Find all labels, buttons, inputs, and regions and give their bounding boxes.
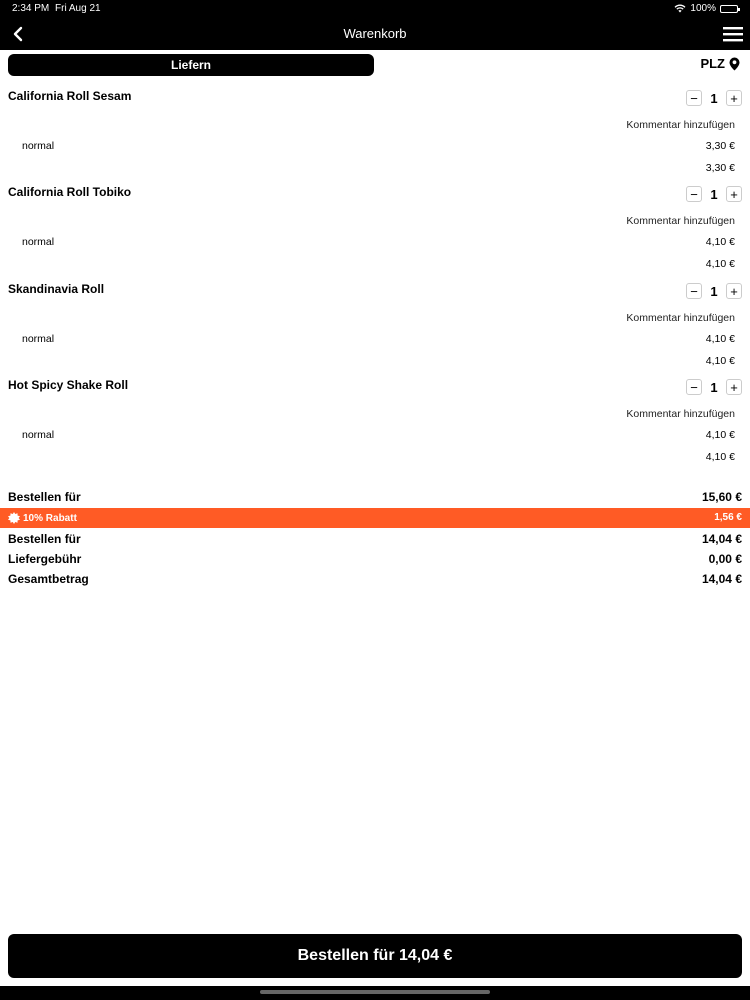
- item-total: 3,30 €: [705, 162, 735, 174]
- status-bar: [0, 0, 750, 18]
- delivery-fee-label: Liefergebühr: [8, 552, 82, 566]
- status-date: Fri Aug 21: [55, 3, 101, 14]
- total-value: 14,04 €: [701, 572, 742, 586]
- item-option-price: 3,30 €: [705, 140, 735, 152]
- item-option: normal: [22, 429, 55, 441]
- item-quantity: 1: [710, 379, 718, 395]
- item-option-price: 4,10 €: [705, 429, 735, 441]
- discount-value: 1,56 €: [714, 512, 742, 523]
- increase-button[interactable]: +: [726, 186, 742, 202]
- quantity-stepper: [686, 283, 742, 299]
- subtotal-value: 15,60 €: [701, 490, 742, 504]
- item-quantity: 1: [710, 90, 718, 106]
- item-quantity: 1: [710, 186, 718, 202]
- item-total: 4,10 €: [705, 258, 735, 270]
- increase-button[interactable]: +: [726, 379, 742, 395]
- item-option: normal: [22, 333, 55, 345]
- add-comment-link[interactable]: Kommentar hinzufügen: [626, 408, 735, 420]
- item-option-price: 4,10 €: [705, 333, 735, 345]
- item-total: 4,10 €: [705, 355, 735, 367]
- increase-button[interactable]: +: [726, 90, 742, 106]
- decrease-button[interactable]: −: [686, 379, 702, 395]
- status-right: [674, 3, 738, 14]
- nav-bar: [0, 18, 750, 50]
- item-name: Skandinavia Roll: [8, 282, 105, 296]
- plz-label: PLZ: [700, 56, 725, 71]
- decrease-button[interactable]: −: [686, 283, 702, 299]
- place-order-button[interactable]: Bestellen für 14,04 €: [8, 934, 742, 978]
- cart-item: [0, 89, 750, 185]
- item-name: Hot Spicy Shake Roll: [8, 378, 129, 392]
- after-discount-value: 14,04 €: [701, 532, 742, 546]
- plz-selector[interactable]: [700, 56, 740, 71]
- subtotal-label: Bestellen für: [8, 490, 81, 504]
- add-comment-link[interactable]: Kommentar hinzufügen: [626, 119, 735, 131]
- item-name: California Roll Sesam: [8, 89, 132, 103]
- menu-button[interactable]: [722, 24, 744, 44]
- quantity-stepper: [686, 90, 742, 106]
- location-pin-icon: [729, 57, 740, 71]
- cart-item: [0, 185, 750, 281]
- delivery-fee-value: 0,00 €: [708, 552, 742, 566]
- increase-button[interactable]: +: [726, 283, 742, 299]
- total-row: [0, 569, 750, 589]
- discount-badge-icon: [8, 512, 20, 524]
- status-time: 2:34 PM: [12, 3, 50, 14]
- decrease-button[interactable]: −: [686, 90, 702, 106]
- item-name: California Roll Tobiko: [8, 185, 132, 199]
- battery-icon: [720, 5, 738, 13]
- decrease-button[interactable]: −: [686, 186, 702, 202]
- cart-item: [0, 378, 750, 474]
- delivery-mode-button[interactable]: Liefern: [8, 54, 374, 76]
- battery-percent: 100%: [690, 3, 716, 14]
- subtotal-row: [0, 487, 750, 507]
- discount-row: [0, 508, 750, 528]
- item-total: 4,10 €: [705, 451, 735, 463]
- quantity-stepper: [686, 186, 742, 202]
- item-quantity: 1: [710, 283, 718, 299]
- hamburger-icon: [722, 24, 744, 44]
- discount-label-group: [8, 512, 77, 524]
- item-option: normal: [22, 140, 55, 152]
- add-comment-link[interactable]: Kommentar hinzufügen: [626, 312, 735, 324]
- add-comment-link[interactable]: Kommentar hinzufügen: [626, 215, 735, 227]
- quantity-stepper: [686, 379, 742, 395]
- total-label: Gesamtbetrag: [8, 572, 89, 586]
- page-title: Warenkorb: [343, 26, 407, 41]
- after-discount-label: Bestellen für: [8, 532, 81, 546]
- after-discount-row: [0, 529, 750, 549]
- wifi-icon: [674, 4, 686, 13]
- delivery-fee-row: [0, 549, 750, 569]
- cart-item: [0, 282, 750, 378]
- item-option: normal: [22, 236, 55, 248]
- item-option-price: 4,10 €: [705, 236, 735, 248]
- home-indicator[interactable]: [260, 990, 490, 994]
- home-indicator-bar: [0, 986, 750, 1000]
- discount-label: 10% Rabatt: [23, 512, 77, 524]
